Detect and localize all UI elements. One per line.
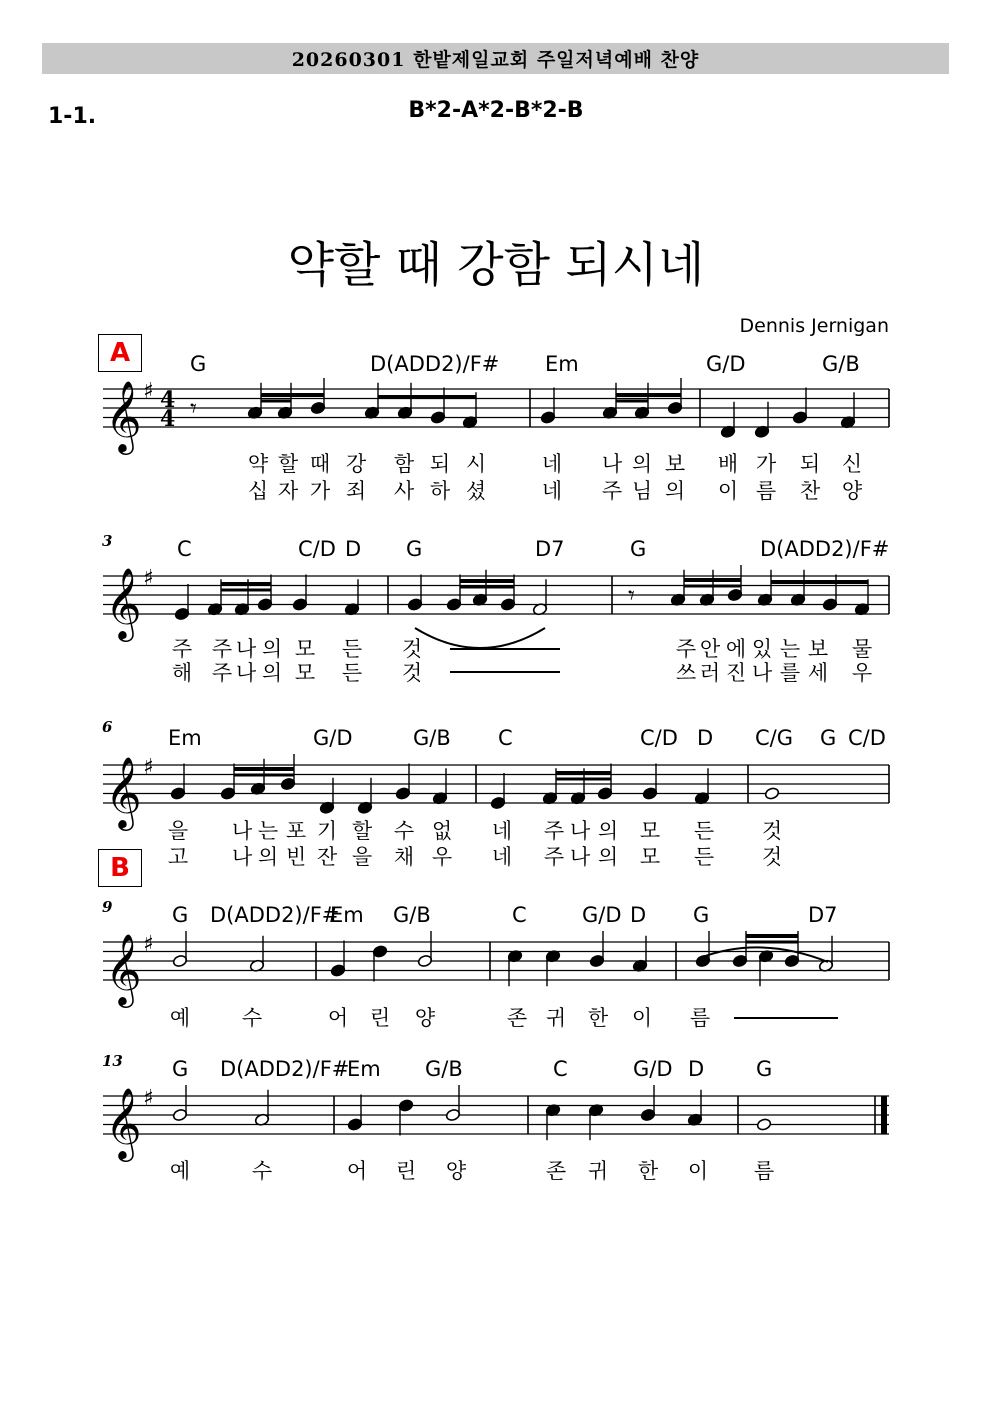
lyric-syllable: 물 [851,637,873,661]
sharp-icon: ♯ [143,755,154,780]
chord: C/D [298,537,336,561]
chord: D7 [535,537,565,561]
chord: G/D [582,903,622,927]
lyric-syllable: 진 [725,661,747,685]
lyric-syllable: 가 [755,452,777,476]
chord: D [688,1057,705,1081]
lyric-syllable: 의 [597,845,619,869]
section-b-label: B [110,853,130,883]
lyric-syllable: 할 [277,452,299,476]
lyric-syllable: 네 [541,479,563,503]
lyric-syllable: 주 [211,661,233,685]
chord: G/B [393,903,431,927]
lyric-syllable: 나 [601,452,623,476]
sharp-icon: ♯ [143,566,154,591]
lyric-syllable: 것 [401,637,423,661]
lyric-syllable: 보 [807,637,829,661]
lyric-syllable: 시 [465,452,487,476]
lyric-syllable: 예 [169,1006,191,1030]
lyric-syllable: 어 [346,1159,368,1183]
chord: C/G [755,726,794,750]
lyric-syllable: 을 [351,845,373,869]
slur [415,628,545,648]
treble-clef-icon: 𝄞 [105,379,142,452]
eighth-rest-icon: 𝄾 [628,581,635,611]
lyric-syllable: 모 [639,819,661,843]
chord: G [172,1057,189,1081]
chord: C/D [848,726,886,750]
lyric-syllable: 수 [241,1006,263,1030]
measure-number-9: 9 [102,898,113,916]
lyric-syllable: 잔 [316,845,338,869]
chord: G [756,1057,773,1081]
lyric-syllable: 는 [257,819,279,843]
chord: D [697,726,714,750]
melisma-line [734,1017,838,1019]
lyric-syllable: 린 [395,1159,417,1183]
lyric-syllable: 함 [393,452,415,476]
lyric-syllable: 약 [247,452,269,476]
lyric-syllable: 수 [251,1159,273,1183]
lyric-syllable: 빈 [285,845,307,869]
section-a-label: A [109,338,131,368]
lyric-syllable: 나 [231,819,253,843]
song-number: 1-1. [48,104,97,129]
chord: D(ADD2)/F# [220,1057,350,1081]
lyric-syllable: 배 [717,452,739,476]
lyric-syllable: 존 [545,1159,567,1183]
lyric-syllable: 나 [751,661,773,685]
lyric-syllable: 찬 [799,479,821,503]
treble-clef-icon: 𝄞 [105,566,142,639]
lyric-syllable: 강 [345,452,367,476]
lyric-syllable: 이 [687,1159,709,1183]
lyric-syllable: 할 [351,819,373,843]
lyric-syllable: 나 [235,637,257,661]
lyric-syllable: 의 [261,637,283,661]
lyric-syllable: 든 [693,845,715,869]
lyric-syllable: 보 [664,452,686,476]
note-head [764,787,779,800]
lyric-syllable: 주 [543,845,565,869]
lyric-syllable: 한 [587,1006,609,1030]
treble-clef-icon: 𝄞 [105,932,142,1005]
lyric-syllable: 의 [631,452,653,476]
lyric-syllable: 귀 [545,1006,567,1030]
chord: G/B [413,726,451,750]
lyric-syllable: 님 [631,479,653,503]
lyric-syllable: 우 [851,661,873,685]
lyric-syllable: 있 [751,637,773,661]
chord: Em [168,726,202,750]
lyric-syllable: 셨 [465,479,487,503]
lyric-syllable: 모 [639,845,661,869]
lyric-syllable: 귀 [587,1159,609,1183]
lyric-syllable: 가 [309,479,331,503]
lyric-syllable: 나 [235,661,257,685]
chord: G/D [706,352,746,376]
lyric-syllable: 하 [429,479,451,503]
lyric-syllable: 름 [755,479,777,503]
lyric-syllable: 름 [689,1006,711,1030]
note-head [756,1118,771,1131]
melisma-line [450,648,560,650]
chord: G [406,537,423,561]
lyric-syllable: 존 [506,1006,528,1030]
lyric-syllable: 양 [414,1006,436,1030]
lyric-syllable: 우 [431,845,453,869]
chord: C [512,903,527,927]
lyric-syllable: 것 [761,845,783,869]
lyric-syllable: 에 [725,637,747,661]
chord: G/D [313,726,353,750]
chord: G [820,726,837,750]
chord: G [693,903,710,927]
lyric-syllable: 해 [171,661,193,685]
lyric-syllable: 되 [429,452,451,476]
chord: G/B [822,352,860,376]
lyric-syllable: 자 [277,479,299,503]
time-signature-top: 4 [160,387,176,413]
lyric-syllable: 을 [167,819,189,843]
chord: D [630,903,647,927]
lyric-syllable: 한 [637,1159,659,1183]
chord: G [172,903,189,927]
lyric-syllable: 든 [693,819,715,843]
final-bar-thick [881,1096,887,1134]
lyric-syllable: 쓰 [675,661,697,685]
lyric-syllable: 름 [753,1159,775,1183]
service-title: 20260301 한밭제일교회 주일저녁예배 찬양 [291,49,700,71]
lyric-syllable: 의 [257,845,279,869]
lyric-syllable: 주 [601,479,623,503]
lyric-syllable: 기 [316,819,338,843]
lyric-syllable: 린 [369,1006,391,1030]
measure-number-6: 6 [102,718,113,736]
chord: C/D [640,726,678,750]
lyric-syllable: 사 [393,479,415,503]
chord: D(ADD2)/F# [370,352,500,376]
lyric-syllable: 네 [491,819,513,843]
lyric-syllable: 것 [761,819,783,843]
lyric-syllable: 채 [393,845,415,869]
chord: C [177,537,192,561]
measure-number-13: 13 [102,1052,123,1070]
lyric-syllable: 나 [569,845,591,869]
lyric-syllable: 수 [393,819,415,843]
lyric-syllable: 모 [294,661,316,685]
sharp-icon: ♯ [143,1086,154,1111]
chord: C [553,1057,568,1081]
chord: G [190,352,207,376]
sharp-icon: ♯ [143,379,154,404]
lyric-syllable: 주 [675,637,697,661]
lyric-syllable: 주 [171,637,193,661]
lyric-syllable: 주 [211,637,233,661]
treble-clef-icon: 𝄞 [105,1086,142,1159]
lyric-syllable: 네 [491,845,513,869]
composer: Dennis Jernigan [739,315,889,337]
treble-clef-icon: 𝄞 [105,755,142,828]
measure-number-3: 3 [102,532,113,550]
lyric-syllable: 는 [779,637,801,661]
chord: Em [330,903,364,927]
lyric-syllable: 양 [445,1159,467,1183]
lyric-syllable: 이 [717,479,739,503]
time-signature-bottom: 4 [160,406,176,432]
lyric-syllable: 의 [261,661,283,685]
lyric-syllable: 네 [541,452,563,476]
chord: D [345,537,362,561]
lyric-syllable: 되 [799,452,821,476]
lyric-syllable: 모 [294,637,316,661]
lyric-syllable: 주 [543,819,565,843]
song-title: 약할 때 강함 되시네 [287,237,705,293]
lyric-syllable: 신 [841,452,863,476]
chord: C [498,726,513,750]
lyric-syllable: 예 [169,1159,191,1183]
lyric-syllable: 것 [401,661,423,685]
chord: D(ADD2)/F# [210,903,340,927]
lyric-syllable: 의 [664,479,686,503]
chord: Em [545,352,579,376]
lyric-syllable: 러 [699,661,721,685]
lyric-syllable: 때 [309,452,331,476]
lyric-syllable: 양 [841,479,863,503]
lyric-syllable: 어 [327,1006,349,1030]
chord: Em [347,1057,381,1081]
lyric-syllable: 없 [431,819,453,843]
lyric-syllable: 나 [569,819,591,843]
eighth-rest-icon: 𝄾 [190,394,197,424]
melisma-line [450,671,560,673]
chord: D(ADD2)/F# [760,537,890,561]
chord: D7 [808,903,838,927]
sharp-icon: ♯ [143,932,154,957]
lyric-syllable: 포 [285,819,307,843]
lyric-syllable: 죄 [345,479,367,503]
lyric-syllable: 이 [631,1006,653,1030]
lyric-syllable: 든 [341,637,363,661]
lyric-syllable: 든 [341,661,363,685]
chord: G [630,537,647,561]
lyric-syllable: 안 [699,637,721,661]
lyric-syllable: 십 [247,479,269,503]
song-order: B*2-A*2-B*2-B [408,98,584,123]
lyric-syllable: 의 [597,819,619,843]
lyric-syllable: 세 [807,661,829,685]
chord: G/D [633,1057,673,1081]
lyric-syllable: 나 [231,845,253,869]
lyric-syllable: 고 [167,845,189,869]
lyric-syllable: 를 [779,661,801,685]
chord: G/B [425,1057,463,1081]
